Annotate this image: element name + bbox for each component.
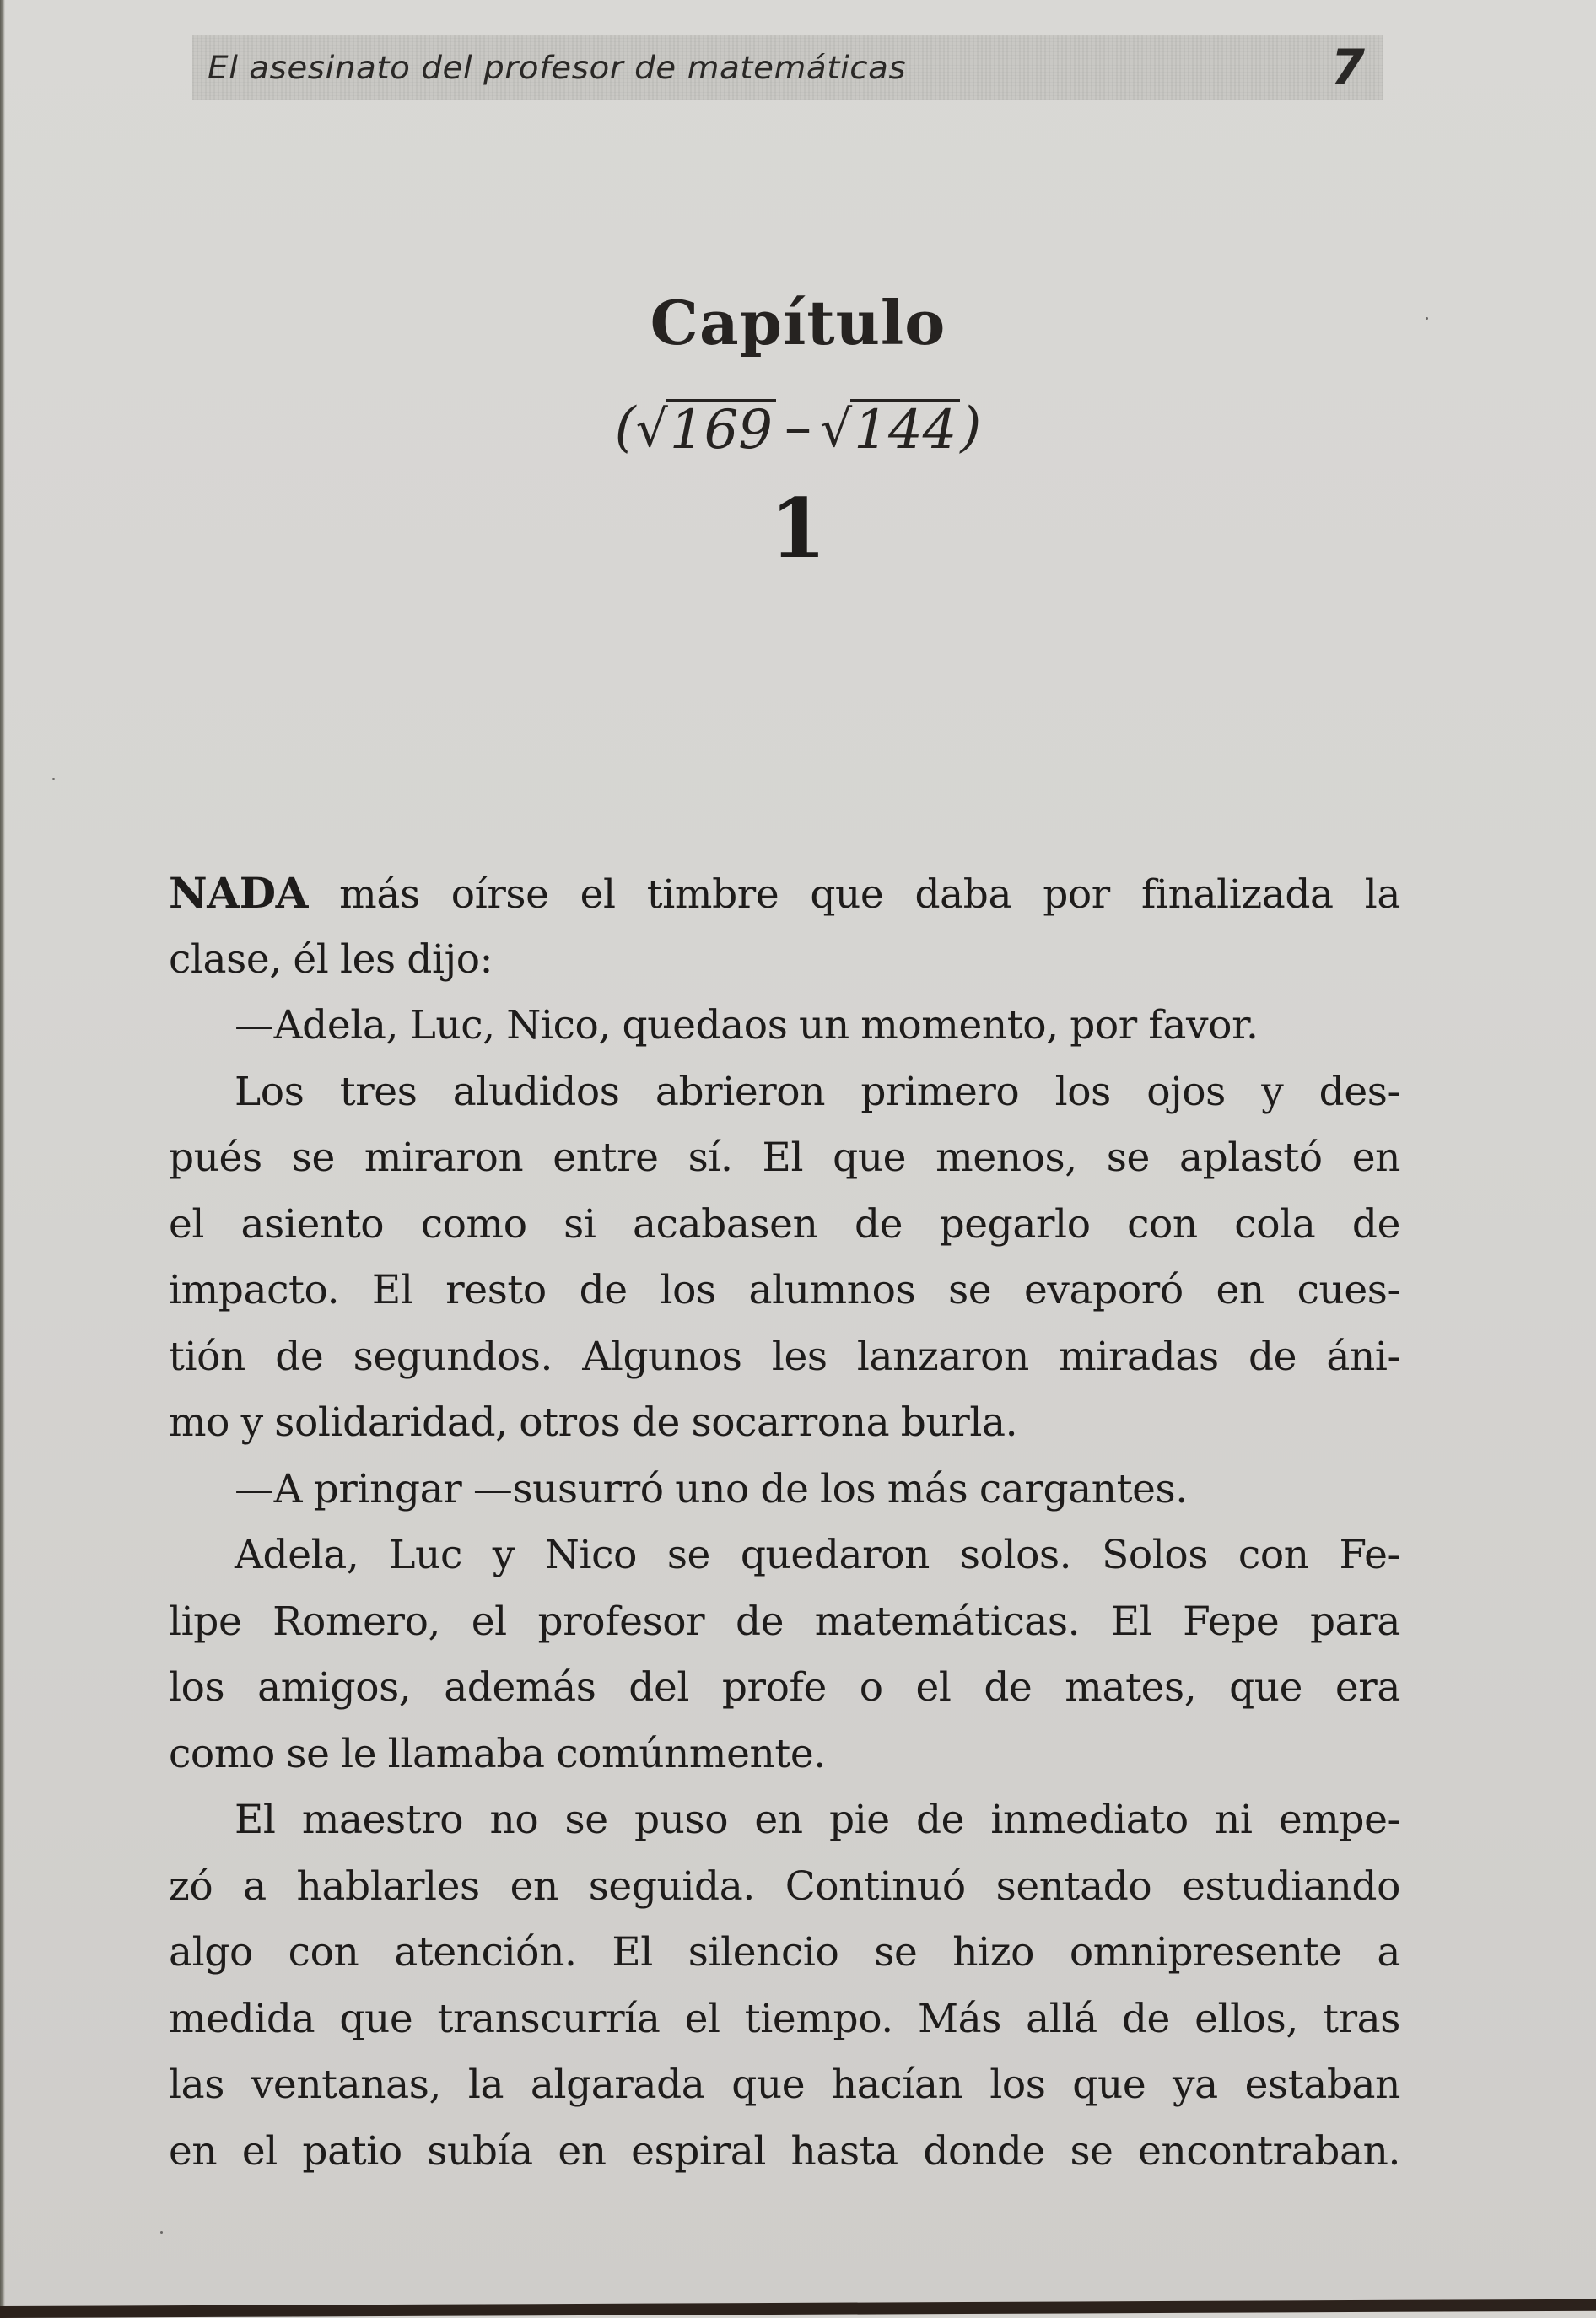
text-line: tión de segundos. Algunos les lanzaron miradas de áni-	[169, 1333, 1400, 1380]
text-line: Adela, Luc y Nico se quedaron solos. Solos con Fe-	[235, 1532, 1400, 1578]
square-root-144	[820, 399, 960, 459]
square-root-icon: √	[820, 400, 853, 459]
text-line: en el patio subía en espiral hasta donde se encontraban.	[169, 2127, 1400, 2175]
running-header	[192, 35, 1383, 100]
text-line: las ventanas, la algarada que hacían los que ya estaban	[169, 2062, 1400, 2108]
radicand-169: 169	[666, 399, 776, 459]
dialogue-line: —A pringar —susurró uno de los más cargantes.	[235, 1465, 1188, 1512]
text-line: medida que transcurría el tiempo. Más allá de ellos, tras	[169, 1995, 1400, 2042]
text-line: zó a hablarles en seguida. Continuó sentado estudiando	[169, 1862, 1400, 1910]
paper-speck	[1426, 317, 1428, 320]
opening-word: NADA	[169, 868, 309, 918]
radicand-144: 144	[850, 399, 960, 459]
text-line: algo con atención. El silencio se hizo omnipresente a	[169, 1929, 1400, 1976]
text-line-content: más oírse el timbre que daba por finalizada la	[308, 871, 1400, 918]
text-line: Los tres aludidos abrieron primero los ojos y des-	[235, 1068, 1400, 1115]
paper-speck	[52, 778, 55, 780]
formula-minus: –	[785, 396, 811, 459]
chapter-number: 1	[769, 481, 827, 576]
formula-close-paren: )	[960, 396, 982, 459]
chapter-title-word: Capítulo	[650, 287, 946, 358]
page-number: 7	[1330, 39, 1365, 96]
square-root-icon: √	[635, 400, 668, 459]
text-line: los amigos, además del profe o el de mates, que era	[169, 1664, 1400, 1711]
text-line: pués se miraron entre sí. El que menos, se aplastó en	[169, 1135, 1400, 1181]
text-line: lipe Romero, el profesor de matemáticas. El Fepe para	[169, 1598, 1400, 1645]
paper-speck	[160, 2231, 163, 2234]
text-line: el asiento como si acabasen de pegarlo con cola de	[169, 1200, 1400, 1248]
text-line	[169, 860, 1400, 927]
square-root-169	[636, 399, 776, 459]
running-header-book-title: El asesinato del profesor de matemáticas	[208, 49, 907, 86]
text-line: como se le llamaba comúnmente.	[169, 1730, 826, 1777]
text-line: El maestro no se puso en pie de inmediato ni empe-	[235, 1797, 1400, 1843]
dialogue-line: —Adela, Luc, Nico, quedaos un momento, por favor.	[235, 1002, 1259, 1048]
chapter-number-formula	[0, 396, 1596, 459]
text-line: clase, él les dijo:	[169, 935, 493, 983]
formula-open-paren: (	[614, 396, 636, 459]
chapter-body-text	[169, 860, 1400, 2185]
text-line: impacto. El resto de los alumnos se evaporó en cues-	[169, 1267, 1400, 1313]
text-line: mo y solidaridad, otros de socarrona burla.	[169, 1399, 1018, 1446]
